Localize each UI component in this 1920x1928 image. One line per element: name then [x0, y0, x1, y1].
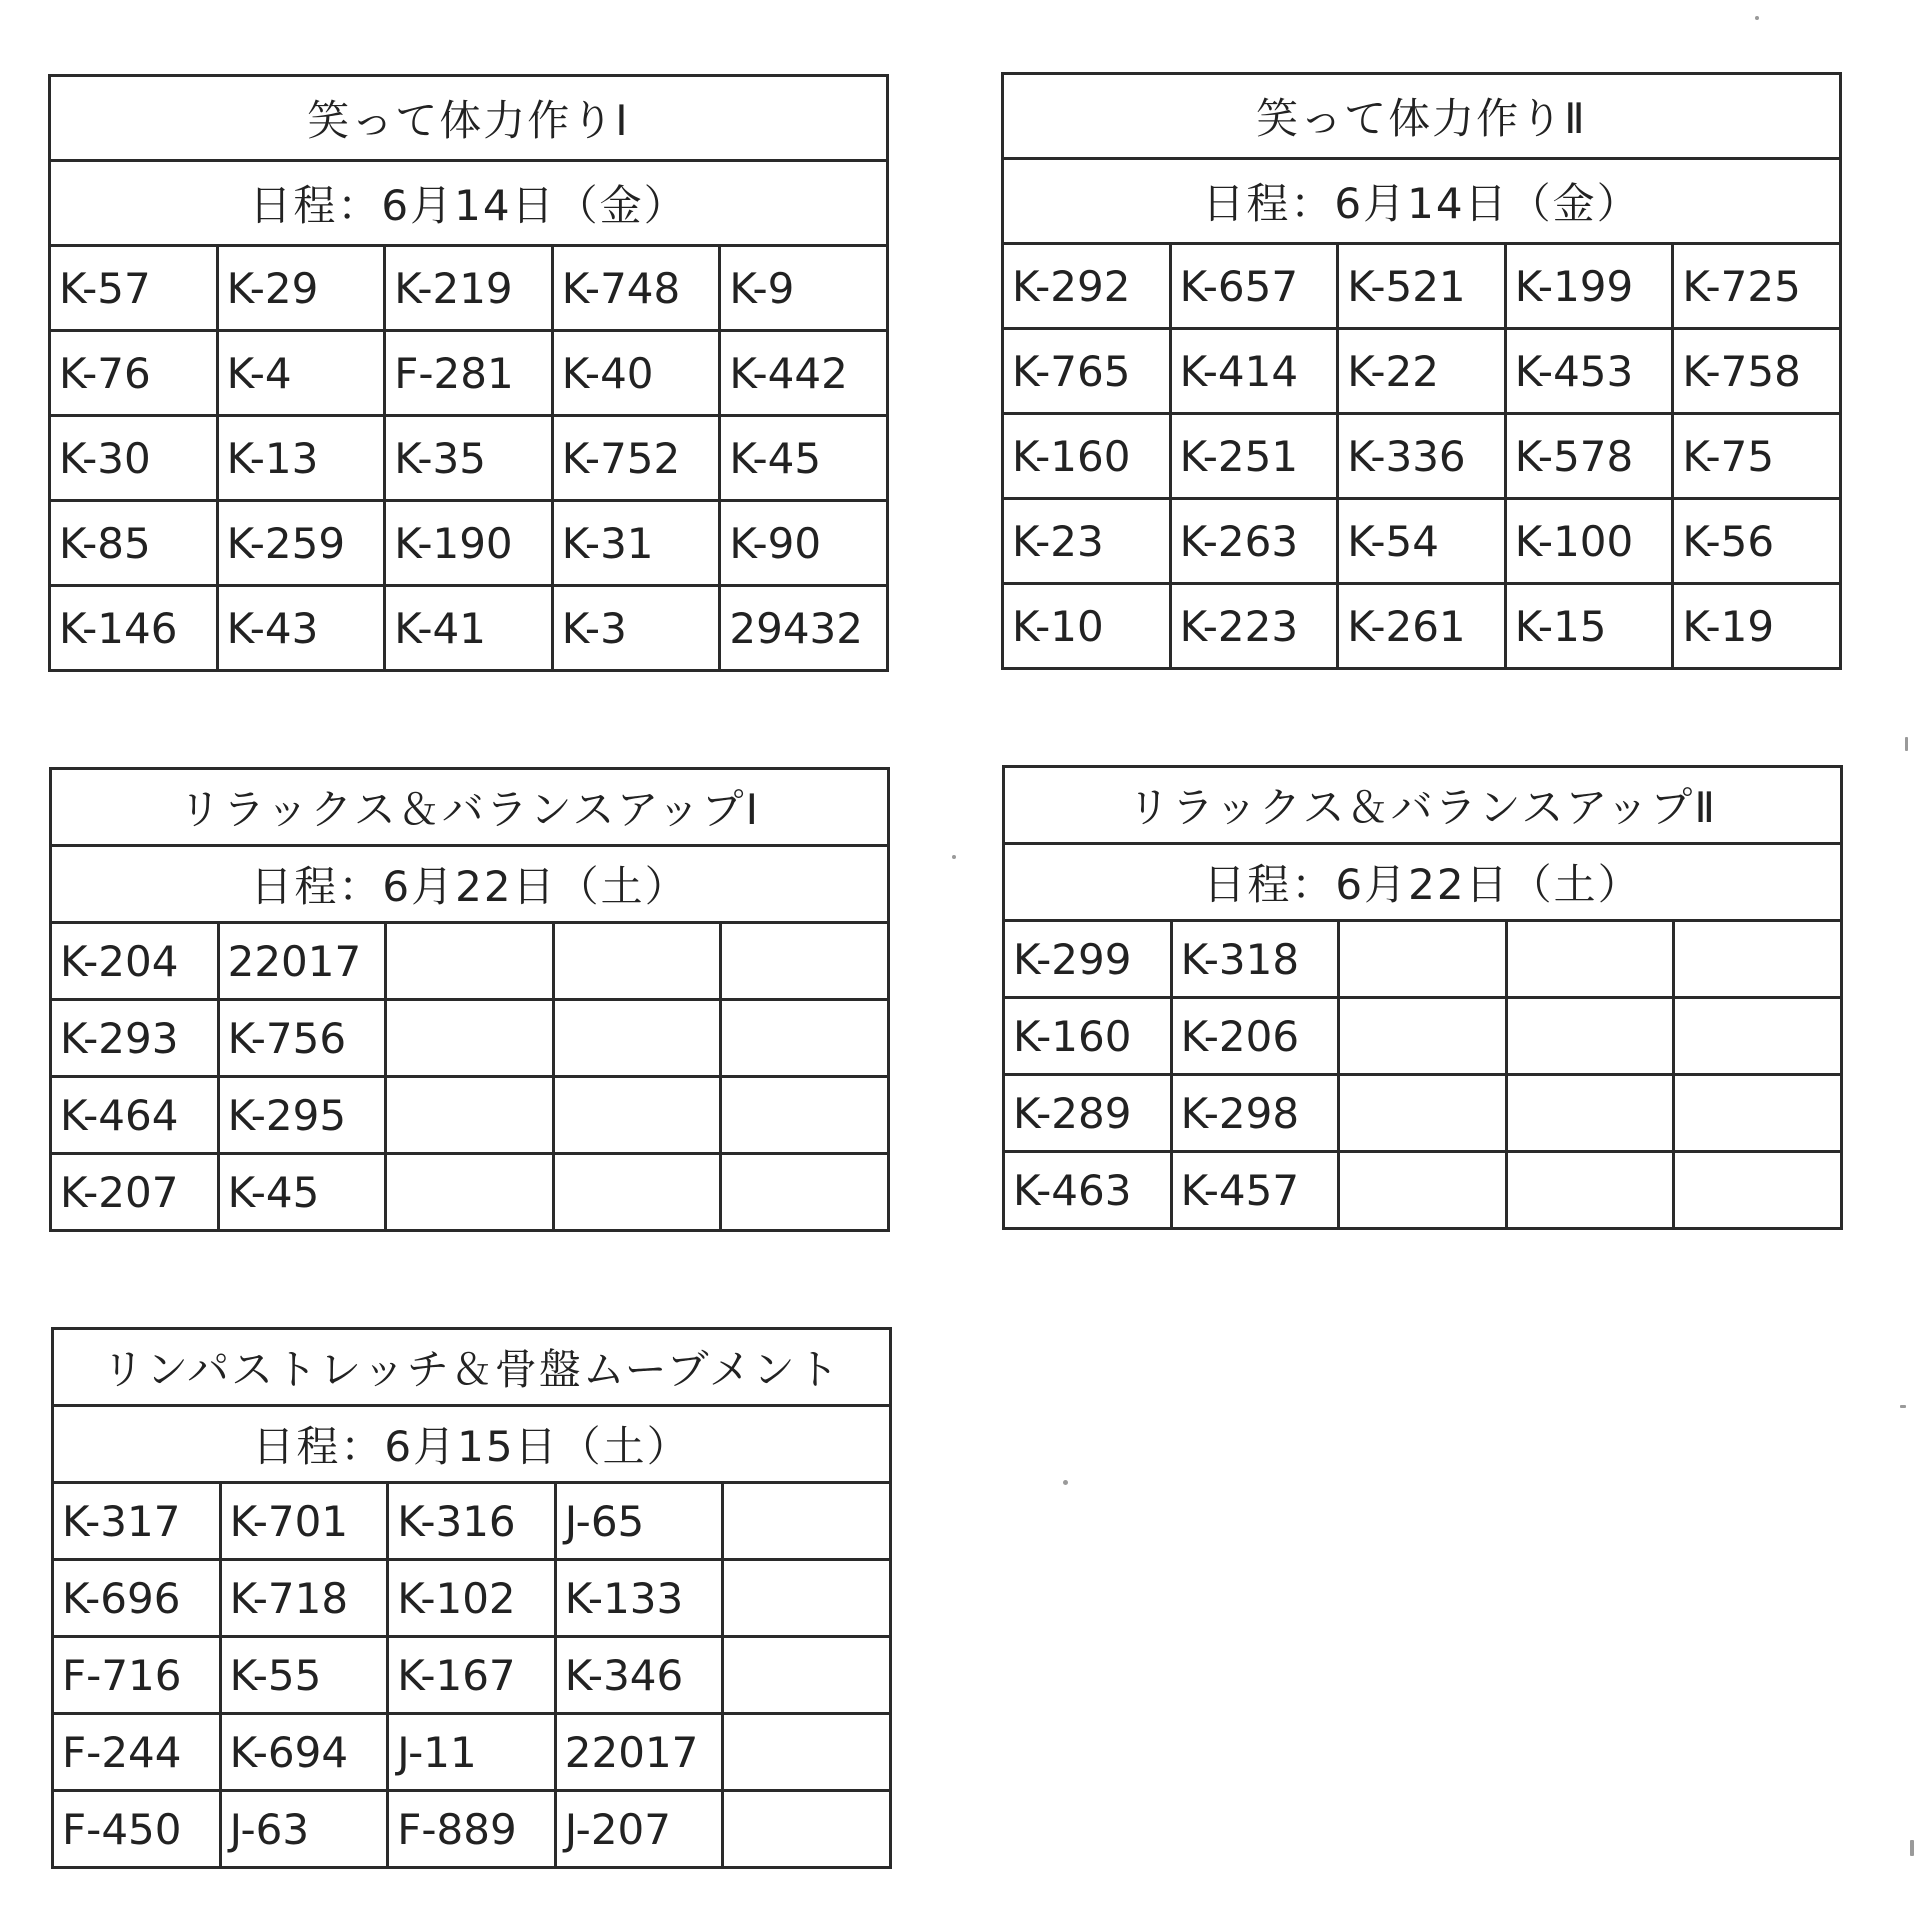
- table-cell: [721, 923, 889, 1000]
- table-cell: K-463: [1004, 1152, 1172, 1229]
- table-schedule: 日程：6月15日（土）: [53, 1406, 891, 1483]
- table-cell: J-11: [388, 1714, 556, 1791]
- table-row: [53, 1483, 891, 1560]
- table-cell: K-696: [53, 1560, 221, 1637]
- table-cell: K-295: [218, 1077, 386, 1154]
- table-cell: K-765: [1003, 329, 1171, 414]
- table-cell: [721, 1077, 889, 1154]
- table-cell: K-199: [1505, 244, 1673, 329]
- table-cell: K-167: [388, 1637, 556, 1714]
- table-cell: K-22: [1338, 329, 1506, 414]
- table-cell: K-55: [220, 1637, 388, 1714]
- table-cell: K-259: [217, 501, 385, 586]
- table-schedule: 日程：6月22日（土）: [1004, 844, 1842, 921]
- table-row: [1003, 244, 1841, 329]
- table-cell: K-292: [1003, 244, 1171, 329]
- table-row: [1004, 998, 1842, 1075]
- table-cell: [386, 1000, 554, 1077]
- table-cell: K-13: [217, 416, 385, 501]
- table-cell: F-889: [388, 1791, 556, 1868]
- table-cell: K-464: [51, 1077, 219, 1154]
- table-cell: [723, 1560, 891, 1637]
- table-cell: 22017: [218, 923, 386, 1000]
- scan-speck: [1910, 1840, 1914, 1856]
- table-cell: K-207: [51, 1154, 219, 1231]
- table-title: リンパストレッチ＆骨盤ムーブメント: [53, 1329, 891, 1406]
- table-cell: [1506, 1075, 1674, 1152]
- table-cell: F-716: [53, 1637, 221, 1714]
- table-row: [1003, 584, 1841, 669]
- table-cell: [1674, 1152, 1842, 1229]
- table-cell: K-31: [552, 501, 720, 586]
- table-cell: [386, 923, 554, 1000]
- table-cell: K-725: [1673, 244, 1841, 329]
- table-row: [50, 586, 888, 671]
- table-cell: K-45: [720, 416, 888, 501]
- table-cell: [1339, 1152, 1507, 1229]
- table-cell: K-414: [1170, 329, 1338, 414]
- table-cell: K-289: [1004, 1075, 1172, 1152]
- table-cell: K-57: [50, 246, 218, 331]
- table-cell: K-56: [1673, 499, 1841, 584]
- table-cell: K-43: [217, 586, 385, 671]
- table-cell: K-204: [51, 923, 219, 1000]
- table-cell: K-4: [217, 331, 385, 416]
- table-cell: K-10: [1003, 584, 1171, 669]
- table-cell: 29432: [720, 586, 888, 671]
- table-cell: K-578: [1505, 414, 1673, 499]
- table-cell: [1674, 998, 1842, 1075]
- table-row: [50, 331, 888, 416]
- table-cell: [1674, 1075, 1842, 1152]
- table-cell: K-521: [1338, 244, 1506, 329]
- table-cell: K-346: [555, 1637, 723, 1714]
- table-cell: [1506, 998, 1674, 1075]
- table-lymph-stretch: [51, 1327, 892, 1869]
- table-cell: 22017: [555, 1714, 723, 1791]
- table-row: [53, 1560, 891, 1637]
- table-cell: K-718: [220, 1560, 388, 1637]
- table-cell: [1674, 921, 1842, 998]
- table-row: [1004, 1075, 1842, 1152]
- table-cell: K-41: [385, 586, 553, 671]
- table-row: [51, 923, 889, 1000]
- table-cell: K-45: [218, 1154, 386, 1231]
- table-cell: K-752: [552, 416, 720, 501]
- table-row: [53, 1791, 891, 1868]
- table-cell: K-219: [385, 246, 553, 331]
- table-row: [50, 501, 888, 586]
- table-schedule: 日程：6月22日（土）: [51, 846, 889, 923]
- table-cell: K-133: [555, 1560, 723, 1637]
- table-cell: [553, 1077, 721, 1154]
- table-cell: K-160: [1004, 998, 1172, 1075]
- table-cell: [723, 1791, 891, 1868]
- table-cell: [553, 1000, 721, 1077]
- table-row: [51, 1000, 889, 1077]
- table-cell: [721, 1154, 889, 1231]
- table-row: [53, 1637, 891, 1714]
- table-cell: K-9: [720, 246, 888, 331]
- table-cell: K-160: [1003, 414, 1171, 499]
- table-cell: K-336: [1338, 414, 1506, 499]
- table-cell: J-65: [555, 1483, 723, 1560]
- table-row: [1004, 1152, 1842, 1229]
- table-cell: K-102: [388, 1560, 556, 1637]
- table-cell: K-85: [50, 501, 218, 586]
- table-cell: K-318: [1171, 921, 1339, 998]
- table-cell: [723, 1637, 891, 1714]
- table-schedule: 日程：6月14日（金）: [50, 161, 888, 246]
- table-row: [51, 1077, 889, 1154]
- scan-speck: [1900, 1405, 1906, 1408]
- table-cell: K-76: [50, 331, 218, 416]
- table-row: [53, 1714, 891, 1791]
- table-cell: K-293: [51, 1000, 219, 1077]
- table-cell: K-100: [1505, 499, 1673, 584]
- table-relax-1: [49, 767, 890, 1232]
- table-cell: K-442: [720, 331, 888, 416]
- table-cell: K-15: [1505, 584, 1673, 669]
- table-cell: K-75: [1673, 414, 1841, 499]
- scan-speck: [1755, 16, 1759, 20]
- table-row: [50, 246, 888, 331]
- table-cell: K-748: [552, 246, 720, 331]
- table-row: [1003, 329, 1841, 414]
- table-cell: K-317: [53, 1483, 221, 1560]
- table-cell: K-299: [1004, 921, 1172, 998]
- table-cell: K-298: [1171, 1075, 1339, 1152]
- table-cell: K-190: [385, 501, 553, 586]
- table-warai-2: [1001, 72, 1842, 670]
- table-cell: K-206: [1171, 998, 1339, 1075]
- table-title: リラックス＆バランスアップⅠ: [51, 769, 889, 846]
- scan-speck: [952, 855, 956, 859]
- table-cell: J-207: [555, 1791, 723, 1868]
- table-cell: K-756: [218, 1000, 386, 1077]
- table-cell: K-29: [217, 246, 385, 331]
- table-cell: K-701: [220, 1483, 388, 1560]
- table-row: [1003, 499, 1841, 584]
- table-cell: [386, 1077, 554, 1154]
- table-cell: K-457: [1171, 1152, 1339, 1229]
- table-cell: [1339, 921, 1507, 998]
- table-cell: K-453: [1505, 329, 1673, 414]
- table-row: [1004, 921, 1842, 998]
- table-row: [51, 1154, 889, 1231]
- table-cell: K-19: [1673, 584, 1841, 669]
- table-schedule: 日程：6月14日（金）: [1003, 159, 1841, 244]
- table-cell: K-30: [50, 416, 218, 501]
- table-cell: [386, 1154, 554, 1231]
- table-cell: K-758: [1673, 329, 1841, 414]
- table-cell: K-54: [1338, 499, 1506, 584]
- table-row: [50, 416, 888, 501]
- table-cell: K-261: [1338, 584, 1506, 669]
- table-cell: K-35: [385, 416, 553, 501]
- table-cell: [1339, 1075, 1507, 1152]
- table-cell: [1506, 1152, 1674, 1229]
- table-relax-2: [1002, 765, 1843, 1230]
- scan-speck: [1063, 1480, 1068, 1485]
- scan-speck: [1905, 737, 1908, 751]
- table-cell: K-90: [720, 501, 888, 586]
- table-cell: [553, 1154, 721, 1231]
- table-cell: [553, 923, 721, 1000]
- table-cell: K-40: [552, 331, 720, 416]
- table-title: 笑って体力作りⅠ: [50, 76, 888, 161]
- table-cell: F-244: [53, 1714, 221, 1791]
- table-cell: K-146: [50, 586, 218, 671]
- table-row: [1003, 414, 1841, 499]
- table-title: リラックス＆バランスアップⅡ: [1004, 767, 1842, 844]
- table-cell: [723, 1714, 891, 1791]
- table-cell: K-23: [1003, 499, 1171, 584]
- table-cell: K-263: [1170, 499, 1338, 584]
- table-cell: [723, 1483, 891, 1560]
- table-cell: K-223: [1170, 584, 1338, 669]
- table-cell: J-63: [220, 1791, 388, 1868]
- table-warai-1: [48, 74, 889, 672]
- table-cell: K-251: [1170, 414, 1338, 499]
- table-title: 笑って体力作りⅡ: [1003, 74, 1841, 159]
- table-cell: [1339, 998, 1507, 1075]
- table-cell: K-316: [388, 1483, 556, 1560]
- table-cell: [721, 1000, 889, 1077]
- table-cell: K-3: [552, 586, 720, 671]
- table-cell: F-281: [385, 331, 553, 416]
- table-cell: K-657: [1170, 244, 1338, 329]
- table-cell: K-694: [220, 1714, 388, 1791]
- table-cell: [1506, 921, 1674, 998]
- table-cell: F-450: [53, 1791, 221, 1868]
